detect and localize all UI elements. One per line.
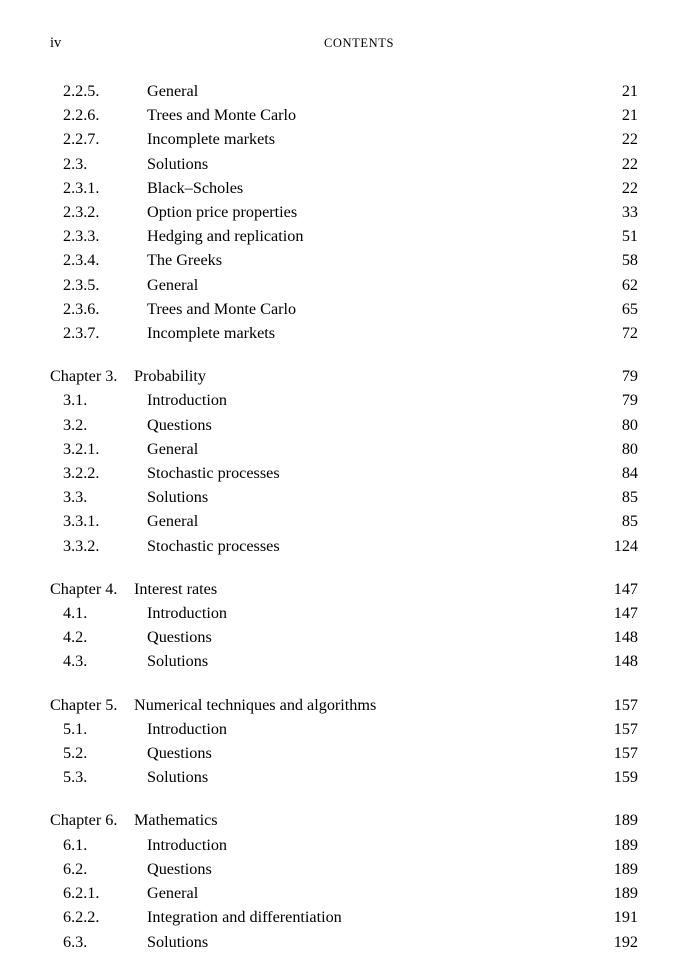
toc-entry-number: Chapter 4. xyxy=(50,579,118,598)
toc-entry-page: 124 xyxy=(613,536,638,555)
toc-entry-page: 192 xyxy=(613,932,638,951)
toc-entry-number: 5.2. xyxy=(63,744,88,763)
toc-entry-page: 189 xyxy=(613,835,638,854)
toc-entry-title: Integration and differentiation xyxy=(147,908,342,927)
toc-entry-page: 80 xyxy=(621,439,638,458)
toc-section-entry[interactable] xyxy=(50,79,638,103)
toc-entry-title: Solutions xyxy=(147,488,209,507)
toc-entry-title: Incomplete markets xyxy=(147,130,276,149)
toc-entry-title: General xyxy=(147,439,199,458)
toc-entry-title: Black–Scholes xyxy=(147,178,244,197)
toc-section-entry[interactable] xyxy=(50,833,638,857)
toc-section-entry[interactable] xyxy=(50,200,638,224)
toc-entry-number: 4.2. xyxy=(63,628,88,647)
toc-entry-title: General xyxy=(147,884,199,903)
toc-entry-number: 2.2.7. xyxy=(63,130,100,149)
toc-entry-page: 157 xyxy=(613,744,638,763)
toc-entry-title: Interest rates xyxy=(134,579,218,598)
toc-chapter-entry[interactable] xyxy=(50,693,638,717)
toc-section-entry[interactable] xyxy=(50,765,638,789)
toc-section-entry[interactable] xyxy=(50,248,638,272)
toc-section-entry[interactable] xyxy=(50,717,638,741)
toc-section-entry[interactable] xyxy=(50,103,638,127)
toc-entry-page: 80 xyxy=(621,415,638,434)
toc-entry-title: Hedging and replication xyxy=(147,227,304,246)
toc-section-entry[interactable] xyxy=(50,127,638,151)
toc-chapter-entry[interactable] xyxy=(50,808,638,832)
table-of-contents xyxy=(50,79,638,954)
toc-entry-title: Numerical techniques and algorithms xyxy=(134,695,377,714)
toc-entry-page: 157 xyxy=(613,719,638,738)
toc-entry-number: 3.2.1. xyxy=(63,439,100,458)
toc-entry-page: 33 xyxy=(621,203,638,222)
toc-entry-page: 189 xyxy=(613,884,638,903)
toc-entry-title: Stochastic processes xyxy=(147,536,280,555)
toc-entry-title: Solutions xyxy=(147,652,209,671)
toc-section-entry[interactable] xyxy=(50,509,638,533)
toc-entry-title: Introduction xyxy=(147,391,228,410)
toc-entry-number: 3.3. xyxy=(63,488,88,507)
page-folio: iv xyxy=(50,35,62,51)
toc-entry-title: Questions xyxy=(147,859,212,878)
toc-entry-page: 22 xyxy=(621,154,638,173)
toc-section-entry[interactable] xyxy=(50,388,638,412)
toc-entry-title: Introduction xyxy=(147,719,228,738)
toc-entry-number: 4.1. xyxy=(63,604,88,623)
toc-section-entry[interactable] xyxy=(50,741,638,765)
toc-entry-title: Questions xyxy=(147,628,212,647)
toc-entry-page: 189 xyxy=(613,811,638,830)
toc-entry-page: 22 xyxy=(621,178,638,197)
toc-section-entry[interactable] xyxy=(50,534,638,558)
running-head xyxy=(50,35,638,53)
toc-entry-title: Introduction xyxy=(147,604,228,623)
toc-entry-title: General xyxy=(147,275,199,294)
toc-entry-page: 21 xyxy=(621,106,638,125)
toc-entry-page: 189 xyxy=(613,859,638,878)
toc-entry-title: Probability xyxy=(134,367,206,386)
toc-section-entry[interactable] xyxy=(50,930,638,954)
toc-entry-page: 148 xyxy=(613,652,638,671)
toc-entry-page: 72 xyxy=(621,324,638,343)
toc-entry-title: The Greeks xyxy=(147,251,223,270)
toc-entry-number: 2.3.4. xyxy=(63,251,100,270)
toc-entry-title: General xyxy=(147,512,199,531)
toc-section-entry[interactable] xyxy=(50,176,638,200)
toc-section-entry[interactable] xyxy=(50,881,638,905)
toc-entry-title: Introduction xyxy=(147,835,228,854)
toc-section-entry[interactable] xyxy=(50,461,638,485)
toc-entry-page: 84 xyxy=(621,464,638,483)
toc-entry-title: Solutions xyxy=(147,932,209,951)
toc-entry-number: 3.2. xyxy=(63,415,88,434)
toc-entry-page: 22 xyxy=(621,130,638,149)
toc-entry-page: 51 xyxy=(621,227,638,246)
toc-entry-number: 5.1. xyxy=(63,719,88,738)
toc-entry-number: 2.3.5. xyxy=(63,275,100,294)
toc-section-entry[interactable] xyxy=(50,601,638,625)
toc-entry-number: 2.3.3. xyxy=(63,227,100,246)
toc-entry-number: 3.1. xyxy=(63,391,88,410)
toc-entry-title: Option price properties xyxy=(147,203,298,222)
toc-entry-page: 79 xyxy=(621,367,638,386)
toc-section-entry[interactable] xyxy=(50,413,638,437)
toc-entry-page: 58 xyxy=(621,251,638,270)
toc-entry-number: 4.3. xyxy=(63,652,88,671)
toc-entry-page: 157 xyxy=(613,695,638,714)
toc-chapter-entry[interactable] xyxy=(50,577,638,601)
toc-entry-number: Chapter 6. xyxy=(50,811,118,830)
toc-entry-title: Trees and Monte Carlo xyxy=(147,299,297,318)
toc-entry-number: Chapter 5. xyxy=(50,695,118,714)
toc-entry-number: 6.2. xyxy=(63,859,88,878)
toc-section-entry[interactable] xyxy=(50,649,638,673)
toc-entry-page: 79 xyxy=(621,391,638,410)
toc-entry-number: 5.3. xyxy=(63,768,88,787)
toc-chapter-entry[interactable] xyxy=(50,364,638,388)
toc-entry-page: 147 xyxy=(613,604,638,623)
toc-entry-title: Solutions xyxy=(147,154,209,173)
toc-entry-title: Questions xyxy=(147,744,212,763)
toc-section-entry[interactable] xyxy=(50,273,638,297)
toc-entry-page: 147 xyxy=(613,579,638,598)
toc-section-entry[interactable] xyxy=(50,437,638,461)
toc-section-entry[interactable] xyxy=(50,297,638,321)
toc-entry-number: Chapter 3. xyxy=(50,367,118,386)
toc-section-entry[interactable] xyxy=(50,857,638,881)
toc-entry-number: 2.3.7. xyxy=(63,324,100,343)
toc-section-entry[interactable] xyxy=(50,321,638,345)
toc-section-entry[interactable] xyxy=(50,905,638,929)
toc-entry-title: Trees and Monte Carlo xyxy=(147,106,297,125)
toc-entry-number: 2.3.1. xyxy=(63,178,100,197)
toc-entry-page: 148 xyxy=(613,628,638,647)
toc-entry-title: Incomplete markets xyxy=(147,324,276,343)
running-head-title: CONTENTS xyxy=(323,36,395,50)
toc-entry-number: 2.3.6. xyxy=(63,299,100,318)
toc-entry-title: Mathematics xyxy=(134,811,218,830)
toc-entry-page: 85 xyxy=(621,488,638,507)
toc-entry-title: General xyxy=(147,82,199,100)
toc-entry-number: 6.3. xyxy=(63,932,88,951)
toc-entry-number: 2.2.6. xyxy=(63,106,100,125)
toc-entry-number: 6.1. xyxy=(63,835,88,854)
toc-entry-number: 3.3.1. xyxy=(63,512,100,531)
toc-section-entry[interactable] xyxy=(50,485,638,509)
toc-entry-page: 21 xyxy=(621,82,638,100)
toc-entry-title: Questions xyxy=(147,415,212,434)
toc-entry-number: 2.3.2. xyxy=(63,203,100,222)
toc-section-entry[interactable] xyxy=(50,152,638,176)
toc-entry-number: 2.3. xyxy=(63,154,88,173)
toc-section-entry[interactable] xyxy=(50,224,638,248)
toc-entry-page: 62 xyxy=(621,275,638,294)
toc-entry-number: 6.2.2. xyxy=(63,908,100,927)
toc-section-entry[interactable] xyxy=(50,625,638,649)
toc-entry-number: 6.2.1. xyxy=(63,884,100,903)
toc-entry-number: 3.3.2. xyxy=(63,536,100,555)
toc-entry-number: 3.2.2. xyxy=(63,464,100,483)
toc-entry-page: 65 xyxy=(621,299,638,318)
toc-entry-number: 2.2.5. xyxy=(63,82,100,100)
toc-entry-title: Stochastic processes xyxy=(147,464,280,483)
toc-entry-page: 85 xyxy=(621,512,638,531)
toc-entry-page: 191 xyxy=(613,908,638,927)
toc-entry-title: Solutions xyxy=(147,768,209,787)
toc-entry-page: 159 xyxy=(613,768,638,787)
